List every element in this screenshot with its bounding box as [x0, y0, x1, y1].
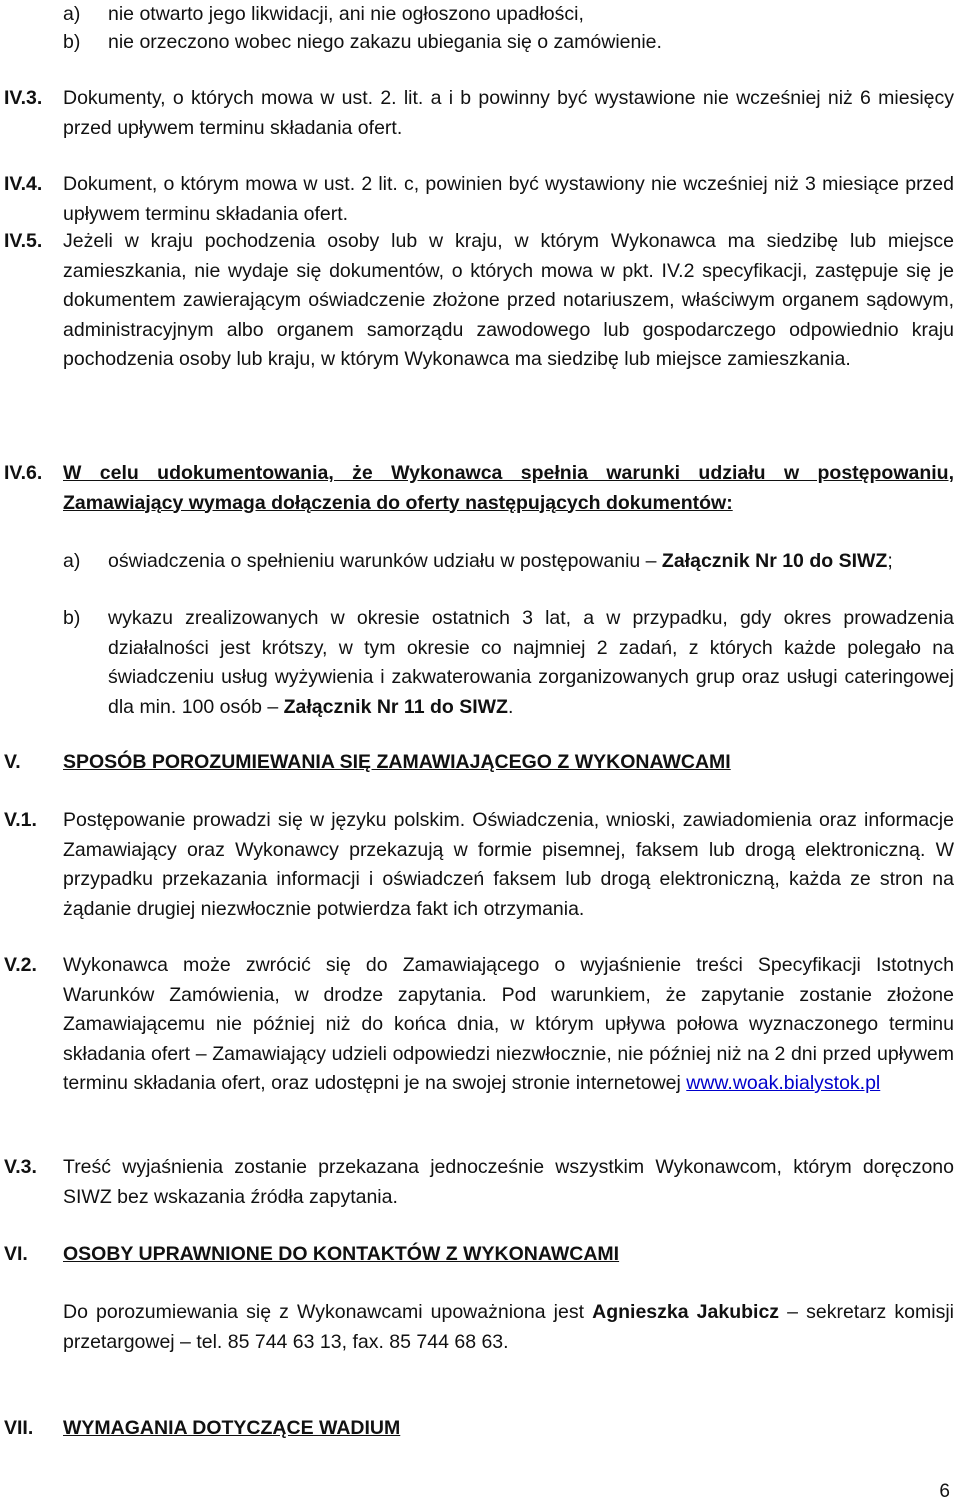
paragraph-iv3: Dokumenty, o których mowa w ust. 2. lit. a i b powinny być wystawione nie wcześniej niż 6 miesięcy przed upływem terminu składania ofert.: [63, 87, 954, 139]
attachment-ref: Załącznik Nr 11 do SIWZ: [283, 695, 508, 718]
paragraph-v2: [63, 951, 954, 1099]
list-item-iv6-b: [108, 604, 954, 722]
section-number: V.2.: [4, 954, 37, 976]
page-number: 6: [939, 1481, 950, 1502]
contact-person: Agnieszka Jakubicz: [592, 1301, 780, 1323]
list-label: b): [63, 607, 81, 629]
list-item-a-text: nie otwarto jego likwidacji, ani nie ogłoszono upadłości,: [108, 3, 584, 25]
attachment-ref: Załącznik Nr 10 do SIWZ: [661, 550, 888, 572]
item-tail: .: [507, 695, 514, 718]
item-text: wykazu zrealizowanych w okresie ostatnich 3 lat, a w przypadku, gdy okres prowadzenia działalności jest krótszy, w tym okresie co najmniej 2 zadań, z których każde polegało na świadczeniu usług wyżywienia i zakwaterowania zorganizowanych grup oraz usługi cateringowej dla min. 100 osób –: [108, 607, 954, 718]
paragraph-text: Wykonawca może zwrócić się do Zamawiającego o wyjaśnienie treści Specyfikacji Istotnych Warunków Zamówienia, w drodze zapytania. Pod warunkiem, że zapytanie zostanie złożone Zamawiającemu nie później niż do końca dnia, w którym upływa połowa wyznaczonego terminu składania ofert – Zamawiający udzieli odpowiedzi niezwłocznie, nie później niż na 2 dni przed upływem terminu składania ofert, oraz udostępni je na swojej stronie internetowej: [63, 954, 954, 1094]
paragraph-text: Do porozumiewania się z Wykonawcami upoważniona jest: [63, 1301, 593, 1323]
paragraph-iv5: Jeżeli w kraju pochodzenia osoby lub w kraju, w którym Wykonawca ma siedzibę lub miejsce zamieszkania, nie wydaje się dokumentów, o których mowa w pkt. IV.2 specyfikacji, zastępuje się je dokumentem zawierającym oświadczenie złożone przed notariuszem, właściwym organem sądowym, administracyjnym albo organem samorządu zawodowego lub gospodarczego odpowiednio kraju pochodzenia osoby lub kraju, w którym Wykonawca ma siedzibę lub miejsce zamieszkania.: [63, 230, 954, 370]
list-item-b-text: nie orzeczono wobec niego zakazu ubiegania się o zamówienie.: [108, 31, 662, 53]
list-item-b: [63, 28, 80, 58]
section-number: VI.: [4, 1243, 28, 1265]
section-number: V.: [4, 751, 21, 773]
paragraph-iv4: Dokument, o którym mowa w ust. 2 lit. c, powinien być wystawiony nie wcześniej niż 3 miesiące przed upływem terminu składania ofert.: [63, 173, 954, 225]
list-label: a): [63, 550, 81, 572]
paragraph-text: – sekretarz komisji przetargowej – tel. 85 744 63 13, fax. 85 744 68 63.: [63, 1301, 954, 1353]
section-number: V.3.: [4, 1156, 37, 1178]
website-link[interactable]: www.woak.bialystok.pl: [686, 1072, 881, 1094]
section-number: IV.4.: [4, 173, 43, 195]
item-tail: ;: [887, 550, 893, 572]
paragraph-vi: [63, 1298, 954, 1357]
section-number: IV.3.: [4, 87, 43, 109]
item-text: oświadczenia o spełnieniu warunków udziału w postępowaniu –: [108, 550, 662, 572]
section-number: IV.5.: [4, 230, 43, 252]
list-item-iv6-a: [108, 547, 954, 577]
list-item-a: [63, 0, 80, 30]
section-heading-vi: OSOBY UPRAWNIONE DO KONTAKTÓW Z WYKONAWCAMI: [63, 1243, 620, 1265]
section-heading-v: SPOSÓB POROZUMIEWANIA SIĘ ZAMAWIAJĄCEGO Z WYKONAWCAMI: [63, 751, 731, 773]
section-number: V.1.: [4, 809, 37, 831]
section-number: VII.: [4, 1417, 34, 1439]
section-number: IV.6.: [4, 462, 43, 484]
paragraph-v3: Treść wyjaśnienia zostanie przekazana jednocześnie wszystkim Wykonawcom, którym doręczono SIWZ bez wskazania źródła zapytania.: [63, 1156, 954, 1208]
paragraph-v1: Postępowanie prowadzi się w języku polskim. Oświadczenia, wnioski, zawiadomienia oraz informacje Zamawiający oraz Wykonawcy przekazują w formie pisemnej, faksem lub drogą elektroniczną. W przypadku przekazania informacji i oświadczeń faksem lub drogą elektroniczną, każda ze stron na żądanie drugiej niezwłocznie potwierdza fakt ich otrzymania.: [63, 809, 954, 920]
paragraph-iv6-heading: W celu udokumentowania, że Wykonawca spełnia warunki udziału w postępowaniu, Zamawiający wymaga dołączenia do oferty następujących dokumentów:: [63, 462, 954, 514]
section-heading-vii: WYMAGANIA DOTYCZĄCE WADIUM: [63, 1417, 401, 1439]
list-label: b): [63, 31, 81, 53]
list-label: a): [63, 3, 81, 25]
